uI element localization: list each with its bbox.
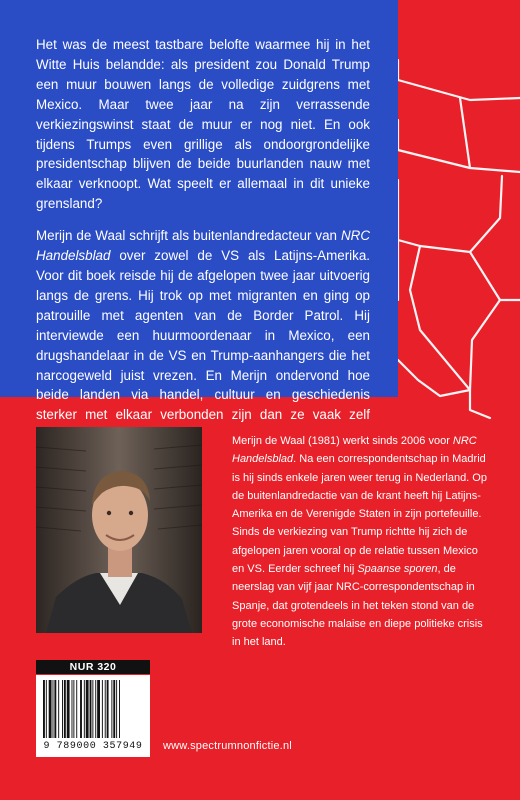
description-paragraph-2-text-b: over zowel de VS als Latijns-Amerika. Voor dit boek reisde hij de afgelopen twee jaar uitvoerig langs de grens. Hij trok op met migranten en ging op patrouille met agenten van de Border Patrol. Hij interviewde een huurmoordenaar in Mexico, een drugshandelaar in de VS en Trump-aanhangers die het narcogeweld juist vrezen. En Merijn ondervond hoe beide landen via handel, cultuur en geschiedenis sterker met elkaar verbonden zijn dan ze vaak zelf xyxy=(36,248,370,423)
isbn-number: 9 789000 357949 xyxy=(43,741,143,752)
author-portrait-icon xyxy=(36,427,202,633)
barcode-bar xyxy=(107,680,109,738)
author-bio xyxy=(232,432,490,652)
nur-code: NUR 320 xyxy=(36,660,150,674)
description-paragraph-2-text-a: Merijn de Waal schrijft als buitenlandredacteur van xyxy=(36,228,341,244)
barcode-bar xyxy=(111,680,112,738)
barcode-bar xyxy=(105,680,106,738)
previous-book-title: Spaanse sporen xyxy=(357,563,438,576)
barcode-bar xyxy=(95,680,96,738)
barcode-bar xyxy=(72,680,73,738)
book-description-panel xyxy=(0,0,398,423)
barcode-bar xyxy=(102,680,103,738)
barcode-bar xyxy=(84,680,85,738)
barcode-bar xyxy=(46,680,47,738)
publication-name-bio: NRC Handelsblad xyxy=(232,435,477,466)
barcode-bar xyxy=(53,680,54,738)
barcode-bar xyxy=(90,680,92,738)
barcode-bar xyxy=(92,680,93,738)
barcode-bar xyxy=(86,680,89,738)
author-bio-text-c: , de neerslag van vijf jaar NRC-correspondentschap in Spanje, dat grotendeels in het teken stond van de grote economische malaise en diepe politieke crisis in het land. xyxy=(232,563,483,649)
barcode-bar xyxy=(76,680,77,738)
barcode-bar xyxy=(49,680,52,738)
barcode-bar xyxy=(97,680,100,738)
barcode-bar xyxy=(80,680,82,738)
publication-name: NRC Handelsblad xyxy=(36,228,370,264)
barcode-bar xyxy=(73,680,74,738)
barcode-bar xyxy=(62,680,63,738)
isbn-barcode xyxy=(36,675,150,757)
barcode-bar xyxy=(64,680,66,738)
author-bio-text-b: . Na een correspondentschap in Madrid is hij sinds enkele jaren weer terug in Nederland. Op de buitenlandredactie van de krant heeft hij Latijns-Amerika en de Verenigde Staten in zijn portefeuille. Sinds de verkiezing van Trump richtte hij zich de afgelopen jaren vooral op de relatie tussen Mexico en VS. Eerder schreef hij xyxy=(232,453,487,576)
author-bio-text-a: Merijn de Waal (1981) werkt sinds 2006 voor xyxy=(232,435,453,447)
barcode-icon xyxy=(43,680,143,738)
barcode-bar xyxy=(43,680,45,738)
barcode-bar xyxy=(116,680,117,738)
description-paragraph-2 xyxy=(36,226,370,445)
barcode-bar xyxy=(119,680,120,738)
publisher-website: www.spectrumnonfictie.nl xyxy=(163,740,292,752)
barcode-bar xyxy=(58,680,59,738)
barcode-bar xyxy=(113,680,115,738)
barcode-bar xyxy=(67,680,70,738)
author-photo xyxy=(36,427,202,633)
description-paragraph-1: Het was de meest tastbare belofte waarmee hij in het Witte Huis belandde: als president zou Donald Trump een muur bouwen langs de volledige zuidgrens met Mexico. Maar twee jaar na zijn verrassende verkiezingswinst staat de muur er nog niet. En ook tijdens Trumps even grillige als ondoorgrondelijke presidentschap blijven de beide buurlanden nauw met elkaar verknoopt. Wat speelt er allemaal in dit unieke grensland? xyxy=(36,37,370,212)
barcode-bar xyxy=(54,680,56,738)
